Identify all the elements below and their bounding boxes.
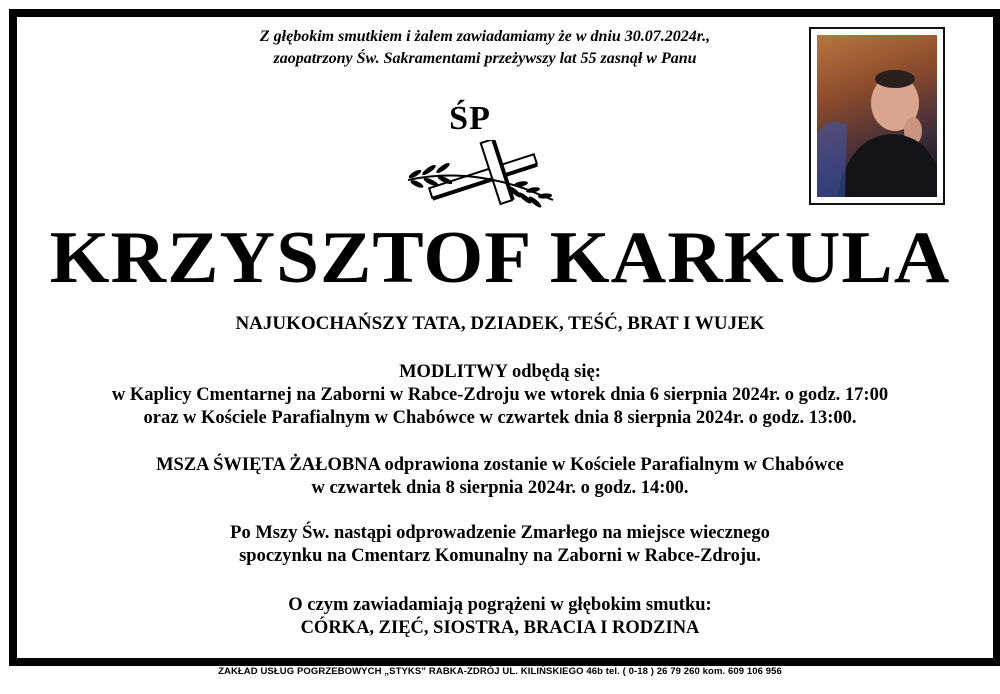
mass-line-1: MSZA ŚWIĘTA ŻAŁOBNA odprawiona zostanie w Kościele Parafialnym w Chabówce xyxy=(156,455,844,475)
mourners-line-2: CÓRKA, ZIĘĆ, SIOSTRA, BRACIA I RODZINA xyxy=(300,618,700,638)
prayers-line-2: oraz w Kościele Parafialnym w Chabówce w czwartek dnia 8 sierpnia 2024r. o godz. 13:00. xyxy=(143,408,857,428)
deceased-name: KRZYSZTOF KARKULA xyxy=(49,217,951,299)
funeral-home-footer: ZAKŁAD USŁUG POGRZEBOWYCH „STYKS” RABKA-ZDRÓJ UL. KILIŃSKIEGO 46b tel. ( 0-18 ) 26 79 260 kom. 609 106 956 xyxy=(218,666,782,677)
intro-line-2: zaopatrzony Św. Sakramentami przeżywszy lat 55 zasnął w Panu xyxy=(273,50,697,67)
cross-with-palm-branch-icon xyxy=(403,140,558,210)
mourners-section xyxy=(0,594,1000,640)
mass-section xyxy=(0,454,1000,500)
intro-text xyxy=(150,26,820,70)
procession-section xyxy=(0,522,1000,568)
mass-line-2: w czwartek dnia 8 sierpnia 2024r. o godz. 14:00. xyxy=(311,478,689,498)
portrait-photo-frame xyxy=(809,27,945,205)
mourners-line-1: O czym zawiadamiają pogrążeni w głębokim smutku: xyxy=(288,595,712,615)
family-relation: NAJUKOCHAŃSZY TATA, DZIADEK, TEŚĆ, BRAT I WUJEK xyxy=(235,313,765,334)
procession-line-1: Po Mszy Św. nastąpi odprowadzenie Zmarłego na miejsce wiecznego xyxy=(230,523,770,543)
prayers-heading: MODLITWY odbędą się: xyxy=(399,362,601,382)
prayers-section xyxy=(0,361,1000,430)
intro-line-1: Z głębokim smutkiem i żalem zawiadamiamy że w dniu 30.07.2024r., xyxy=(259,28,711,45)
procession-line-2: spoczynku na Cmentarz Komunalny na Zaborni w Rabce-Zdroju. xyxy=(239,546,761,566)
portrait-photo xyxy=(817,35,937,197)
prayers-line-1: w Kaplicy Cmentarnej na Zaborni w Rabce-Zdroju we wtorek dnia 6 sierpnia 2024r. o godz. 17:00 xyxy=(111,385,889,405)
sp-label: ŚP xyxy=(449,100,491,137)
